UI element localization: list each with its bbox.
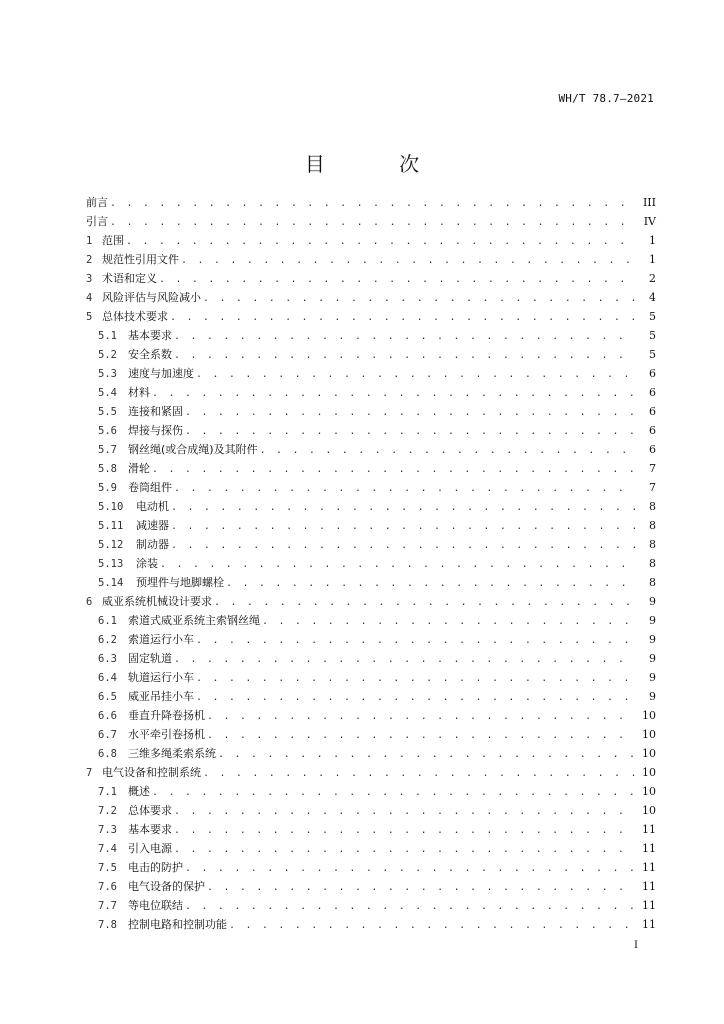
toc-entry[interactable] (86, 365, 656, 384)
toc-entry-number: 5.9 (98, 482, 117, 494)
toc-entry[interactable] (86, 498, 656, 517)
toc-entry[interactable] (86, 213, 656, 232)
toc-entry-title: 焊接与探伤 (128, 424, 183, 437)
toc-leader-dots (174, 483, 636, 494)
toc-entry-title: 总体要求 (128, 804, 172, 817)
toc-entry-number: 5.3 (98, 368, 117, 380)
toc-entry[interactable] (86, 441, 656, 460)
toc-entry-number: 5.1 (98, 330, 117, 342)
toc-entry[interactable] (86, 802, 656, 821)
toc-entry-page: 1 (649, 253, 656, 266)
toc-entry-number: 7.5 (98, 862, 117, 874)
toc-leader-dots (152, 464, 636, 475)
toc-entry[interactable] (86, 555, 656, 574)
toc-entry[interactable] (86, 422, 656, 441)
toc-entry-page: 11 (642, 880, 656, 893)
toc-leader-dots (185, 863, 636, 874)
toc-entry-title: 引言 (86, 215, 108, 228)
toc-entry-page: 10 (642, 804, 656, 817)
toc-entry-title: 电动机 (136, 500, 169, 513)
toc-entry-title: 钢丝绳(或合成绳)及其附件 (128, 443, 258, 456)
toc-entry-title: 滑轮 (128, 462, 150, 475)
toc-entry-page: 11 (642, 861, 656, 874)
toc-entry-page: 8 (649, 576, 656, 589)
toc-entry-page: 9 (649, 614, 656, 627)
toc-entry-page: 5 (649, 348, 656, 361)
toc-leader-dots (171, 540, 636, 551)
toc-entry[interactable] (86, 346, 656, 365)
toc-entry[interactable] (86, 878, 656, 897)
toc-leader-dots (185, 901, 636, 912)
toc-entry-title: 材料 (128, 386, 150, 399)
toc-leader-dots (229, 920, 636, 931)
toc-entry-page: IV (643, 215, 656, 228)
toc-entry[interactable] (86, 479, 656, 498)
toc-entry[interactable] (86, 612, 656, 631)
toc-entry[interactable] (86, 821, 656, 840)
toc-entry-number: 6.4 (98, 672, 117, 684)
toc-leader-dots (181, 255, 636, 266)
toc-entry-title: 固定轨道 (128, 652, 172, 665)
toc-entry-number: 5.13 (98, 558, 124, 570)
toc-leader-dots (218, 749, 636, 760)
toc-entry-number: 6.5 (98, 691, 117, 703)
toc-leader-dots (160, 559, 636, 570)
toc-entry[interactable] (86, 783, 656, 802)
toc-entry-title: 基本要求 (128, 823, 172, 836)
toc-leader-dots (226, 578, 636, 589)
toc-leader-dots (185, 407, 636, 418)
toc-entry-page: 9 (649, 595, 656, 608)
toc-entry-title: 引入电源 (128, 842, 172, 855)
toc-entry-title: 风险评估与风险减小 (102, 291, 201, 304)
toc-entry[interactable] (86, 384, 656, 403)
toc-entry-page: 9 (649, 633, 656, 646)
toc-title: 目 次 (304, 152, 454, 176)
toc-entry-page: 6 (649, 424, 656, 437)
toc-entry[interactable] (86, 745, 656, 764)
toc-leader-dots (207, 882, 636, 893)
toc-entry-number: 5.8 (98, 463, 117, 475)
toc-entry-number: 5 (86, 311, 93, 323)
toc-leader-dots (214, 597, 636, 608)
toc-entry[interactable] (86, 916, 656, 935)
toc-entry-title: 索道运行小车 (128, 633, 194, 646)
toc-entry-title: 术语和定义 (102, 272, 157, 285)
toc-entry[interactable] (86, 726, 656, 745)
toc-entry-title: 水平牵引卷扬机 (128, 728, 205, 741)
toc-entry[interactable] (86, 289, 656, 308)
toc-entry[interactable] (86, 460, 656, 479)
toc-leader-dots (196, 673, 636, 684)
toc-entry-title: 范围 (102, 234, 124, 247)
toc-leader-dots (260, 445, 636, 456)
toc-entry-number: 1 (86, 235, 93, 247)
toc-entry-number: 6.2 (98, 634, 117, 646)
toc-entry-page: 6 (649, 367, 656, 380)
toc-entry-page: 9 (649, 652, 656, 665)
toc-leader-dots (185, 426, 636, 437)
toc-entry-number: 7.4 (98, 843, 117, 855)
table-of-contents (86, 194, 656, 935)
toc-entry-page: 6 (649, 443, 656, 456)
toc-entry[interactable] (86, 707, 656, 726)
toc-entry-page: 9 (649, 690, 656, 703)
toc-entry-page: 7 (649, 481, 656, 494)
toc-entry-title: 安全系数 (128, 348, 172, 361)
toc-entry-number: 5.11 (98, 520, 124, 532)
toc-entry[interactable] (86, 650, 656, 669)
toc-entry-title: 制动器 (136, 538, 169, 551)
toc-entry-page: 4 (649, 291, 656, 304)
toc-entry-number: 7.8 (98, 919, 117, 931)
toc-entry[interactable] (86, 308, 656, 327)
toc-entry-page: 8 (649, 557, 656, 570)
toc-entry-page: 11 (642, 918, 656, 931)
toc-entry-number: 5.5 (98, 406, 117, 418)
toc-leader-dots (126, 236, 636, 247)
standard-code: WH/T 78.7—2021 (558, 92, 654, 105)
toc-entry-number: 7.6 (98, 881, 117, 893)
toc-entry-title: 电气设备和控制系统 (102, 766, 201, 779)
toc-entry-title: 三维多绳柔索系统 (128, 747, 216, 760)
toc-entry-page: 6 (649, 386, 656, 399)
toc-entry[interactable] (86, 232, 656, 251)
toc-leader-dots (174, 806, 636, 817)
toc-entry-title: 电气设备的保护 (128, 880, 205, 893)
toc-entry-title: 卷筒组件 (128, 481, 172, 494)
toc-entry-page: 11 (642, 842, 656, 855)
toc-entry-page: 7 (649, 462, 656, 475)
toc-leader-dots (174, 654, 636, 665)
toc-entry[interactable] (86, 840, 656, 859)
toc-entry-title: 控制电路和控制功能 (128, 918, 227, 931)
toc-leader-dots (196, 369, 636, 380)
toc-entry-title: 总体技术要求 (102, 310, 168, 323)
toc-entry-page: 1 (649, 234, 656, 247)
toc-entry-number: 5.4 (98, 387, 117, 399)
toc-leader-dots (207, 730, 636, 741)
toc-entry-number: 6 (86, 596, 93, 608)
toc-leader-dots (152, 388, 636, 399)
toc-entry-page: 6 (649, 405, 656, 418)
toc-leader-dots (159, 274, 636, 285)
toc-entry[interactable] (86, 688, 656, 707)
toc-entry-title: 索道式威亚系统主索钢丝绳 (128, 614, 260, 627)
toc-entry-number: 6.6 (98, 710, 117, 722)
toc-entry-number: 7.3 (98, 824, 117, 836)
toc-entry-page: 11 (642, 823, 656, 836)
toc-leader-dots (262, 616, 636, 627)
toc-entry-title: 概述 (128, 785, 150, 798)
toc-leader-dots (152, 787, 636, 798)
toc-entry-number: 6.1 (98, 615, 117, 627)
toc-leader-dots (203, 293, 636, 304)
toc-leader-dots (174, 844, 636, 855)
toc-entry-page: 11 (642, 899, 656, 912)
toc-entry[interactable] (86, 517, 656, 536)
toc-leader-dots (196, 692, 636, 703)
toc-entry-number: 5.7 (98, 444, 117, 456)
toc-entry[interactable] (86, 897, 656, 916)
toc-entry-title: 速度与加速度 (128, 367, 194, 380)
toc-entry-page: 10 (642, 709, 656, 722)
toc-entry-page: 10 (642, 747, 656, 760)
toc-entry[interactable] (86, 669, 656, 688)
toc-leader-dots (170, 312, 636, 323)
toc-leader-dots (174, 825, 636, 836)
toc-entry-number: 6.7 (98, 729, 117, 741)
toc-entry-page: 5 (649, 329, 656, 342)
toc-leader-dots (110, 217, 636, 228)
toc-entry-title: 连接和紧固 (128, 405, 183, 418)
toc-entry-page: 8 (649, 538, 656, 551)
toc-entry-number: 5.12 (98, 539, 124, 551)
toc-entry[interactable] (86, 631, 656, 650)
toc-entry-title: 轨道运行小车 (128, 671, 194, 684)
toc-entry-page: 9 (649, 671, 656, 684)
toc-leader-dots (171, 502, 636, 513)
toc-entry-page: 8 (649, 500, 656, 513)
toc-entry-page: III (642, 196, 656, 209)
toc-entry-number: 7.7 (98, 900, 117, 912)
toc-entry-title: 电击的防护 (128, 861, 183, 874)
toc-entry-page: 10 (642, 766, 656, 779)
toc-entry-title: 减速器 (136, 519, 169, 532)
toc-entry-title: 前言 (86, 196, 108, 209)
toc-leader-dots (196, 635, 636, 646)
toc-entry-number: 7 (86, 767, 93, 779)
toc-entry-page: 2 (649, 272, 656, 285)
toc-entry[interactable] (86, 270, 656, 289)
toc-leader-dots (174, 350, 636, 361)
toc-entry[interactable] (86, 764, 656, 783)
toc-entry-number: 4 (86, 292, 93, 304)
page-number: I (634, 940, 638, 951)
toc-entry-page: 5 (649, 310, 656, 323)
toc-entry-title: 预埋件与地脚螺栓 (136, 576, 224, 589)
toc-entry-number: 7.2 (98, 805, 117, 817)
toc-entry-title: 规范性引用文件 (102, 253, 179, 266)
toc-entry-number: 2 (86, 254, 93, 266)
toc-entry-number: 3 (86, 273, 93, 285)
toc-entry-number: 6.3 (98, 653, 117, 665)
toc-entry-page: 10 (642, 785, 656, 798)
toc-entry-number: 5.10 (98, 501, 124, 513)
toc-entry-number: 5.2 (98, 349, 117, 361)
toc-leader-dots (110, 198, 636, 209)
toc-entry-title: 基本要求 (128, 329, 172, 342)
toc-entry-title: 威亚吊挂小车 (128, 690, 194, 703)
toc-entry-page: 10 (642, 728, 656, 741)
toc-entry[interactable] (86, 194, 656, 213)
toc-leader-dots (207, 711, 636, 722)
toc-entry-number: 5.14 (98, 577, 124, 589)
toc-entry[interactable] (86, 536, 656, 555)
toc-entry[interactable] (86, 593, 656, 612)
toc-leader-dots (174, 331, 636, 342)
toc-entry-title: 涂装 (136, 557, 158, 570)
toc-entry[interactable] (86, 251, 656, 270)
toc-entry-number: 6.8 (98, 748, 117, 760)
toc-entry-number: 7.1 (98, 786, 117, 798)
toc-entry-title: 威亚系统机械设计要求 (102, 595, 212, 608)
toc-entry-title: 垂直升降卷扬机 (128, 709, 205, 722)
toc-entry[interactable] (86, 403, 656, 422)
toc-entry[interactable] (86, 574, 656, 593)
toc-leader-dots (203, 768, 636, 779)
toc-entry[interactable] (86, 859, 656, 878)
toc-leader-dots (171, 521, 636, 532)
toc-entry[interactable] (86, 327, 656, 346)
toc-entry-number: 5.6 (98, 425, 117, 437)
toc-entry-title: 等电位联结 (128, 899, 183, 912)
toc-entry-page: 8 (649, 519, 656, 532)
